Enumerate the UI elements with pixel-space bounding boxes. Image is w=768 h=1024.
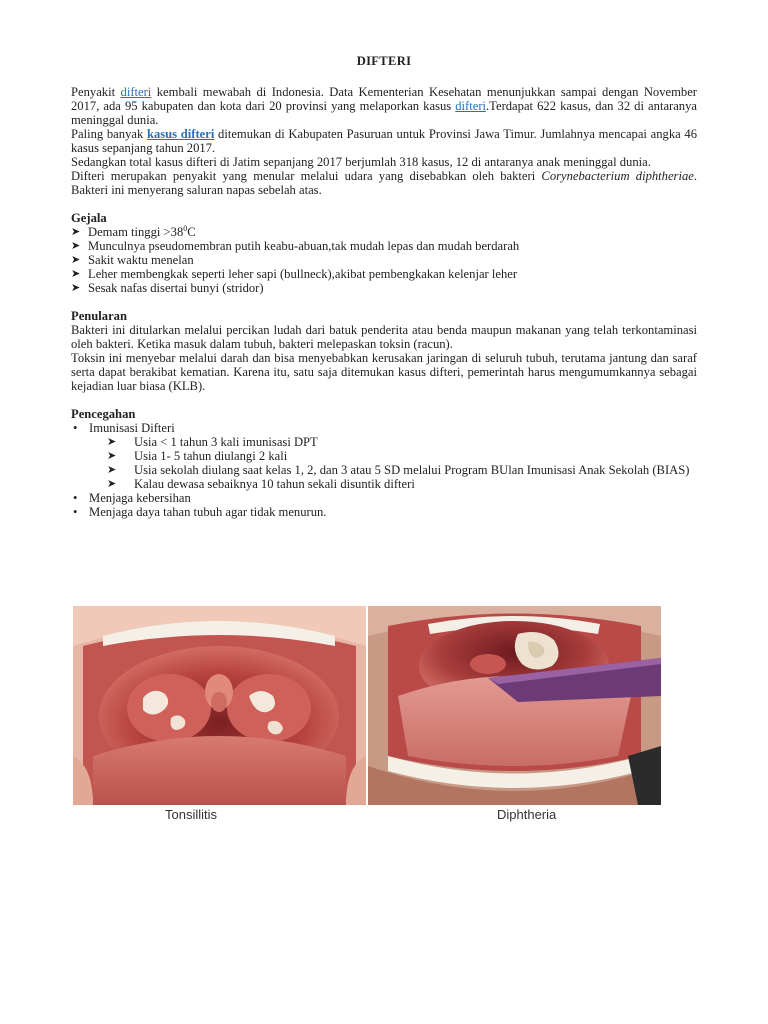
gejala-list [71, 225, 697, 295]
intro-text: Paling banyak [71, 127, 147, 141]
arrow-bullet-icon: ➤ [71, 254, 81, 266]
list-item [71, 491, 697, 505]
list-item-text: Usia 1- 5 tahun diulangi 2 kali [134, 449, 288, 463]
penularan-paragraph-2: Toksin ini menyebar melalui darah dan bisa menyebabkan kerusakan jaringan di seluruh tubuh, terutama jantung dan saraf serta dapat berakibat kematian. Karena itu, satu saja ditemukan kasus difteri, pemerintah harus mengumumkannya sebagai kejadian luar biasa (KLB). [71, 351, 697, 393]
penularan-heading: Penularan [71, 309, 127, 323]
arrow-bullet-icon: ➤ [107, 450, 117, 462]
tonsillitis-caption: Tonsillitis [165, 807, 218, 822]
sub-list-item [107, 435, 697, 449]
intro-text: Penyakit [71, 85, 121, 99]
list-item [71, 239, 697, 253]
list-item [71, 421, 697, 491]
list-item-text: Sesak nafas disertai bunyi (stridor) [88, 281, 264, 295]
list-item [71, 267, 697, 281]
difteri-link-2[interactable]: difteri [455, 99, 487, 113]
arrow-bullet-icon: ➤ [107, 478, 117, 490]
diphtheria-photo [368, 606, 661, 805]
intro-paragraph-2 [71, 127, 697, 155]
tonsillitis-photo [73, 606, 366, 805]
document-body [71, 54, 697, 519]
intro-paragraph-3: Sedangkan total kasus difteri di Jatim sepanjang 2017 berjumlah 318 kasus, 12 di antaranya anak meninggal dunia. [71, 155, 651, 169]
arrow-bullet-icon: ➤ [71, 240, 81, 252]
kasus-difteri-link[interactable]: kasus difteri [146, 127, 215, 141]
bacteria-name: Corynebacterium diphtheriae [541, 169, 694, 183]
intro-paragraph-4 [71, 169, 697, 197]
sub-list-item [107, 449, 697, 463]
list-item-text: Leher membengkak seperti leher sapi (bullneck),akibat pembengkakan kelenjar leher [88, 267, 518, 281]
fever-text: Demam tinggi >38 [88, 225, 184, 239]
arrow-bullet-icon: ➤ [107, 464, 117, 476]
intro-text: ditemukan di Kabupaten Pasuruan untuk Provinsi Jawa Timur. Jumlahnya mencapai angka 46 kasus sepanjang tahun 2017. [71, 127, 697, 155]
dot-bullet-icon: • [73, 491, 78, 505]
sub-list-item [107, 477, 697, 491]
list-item-text: Menjaga kebersihan [89, 491, 191, 505]
pencegahan-heading: Pencegahan [71, 407, 136, 421]
diphtheria-caption: Diphtheria [497, 807, 557, 822]
list-item-text: Sakit waktu menelan [88, 253, 194, 267]
list-item-text: Kalau dewasa sebaiknya 10 tahun sekali disuntik difteri [134, 477, 415, 491]
difteri-link[interactable]: difteri [120, 85, 152, 99]
intro-text: . Bakteri ini menyerang saluran napas sebelah atas. [71, 169, 697, 197]
list-item [71, 253, 697, 267]
list-item [71, 505, 697, 519]
list-item [71, 281, 697, 295]
degree-sup: 0 [183, 223, 188, 233]
dot-bullet-icon: • [73, 421, 78, 435]
fever-unit: C [187, 225, 196, 239]
list-item-text: Usia < 1 tahun 3 kali imunisasi DPT [134, 435, 318, 449]
arrow-bullet-icon: ➤ [71, 282, 81, 294]
comparison-photos [73, 606, 661, 805]
intro-text: .Terdapat 622 kasus, dan 32 di antaranya meninggal dunia. [71, 99, 697, 127]
arrow-bullet-icon: ➤ [71, 226, 81, 238]
intro-paragraph-1 [71, 85, 697, 127]
penularan-paragraph-1: Bakteri ini ditularkan melalui percikan ludah dari batuk penderita atau benda maupun makanan yang telah terkontaminasi oleh bakteri. Ketika masuk dalam tubuh, bakteri melepaskan toksin (racun). [71, 323, 697, 351]
arrow-bullet-icon: ➤ [71, 268, 81, 280]
list-item-text: Imunisasi Difteri [89, 421, 175, 435]
imunisasi-sublist [107, 435, 697, 491]
intro-text: kembali mewabah di Indonesia. Data Kementerian Kesehatan menunjukkan sampai dengan November 2017, ada 95 kabupaten dan kota dari 20 provinsi yang melaporkan kasus [71, 85, 697, 113]
list-item [71, 225, 697, 239]
list-item-text: Menjaga daya tahan tubuh agar tidak menurun. [89, 505, 327, 519]
gejala-heading: Gejala [71, 211, 107, 225]
intro-text: Difteri merupakan penyakit yang menular melalui udara yang disebabkan oleh bakteri [71, 169, 542, 183]
page-title: DIFTERI [356, 54, 412, 68]
dot-bullet-icon: • [73, 505, 78, 519]
list-item-text: Munculnya pseudomembran putih keabu-abuan,tak mudah lepas dan mudah berdarah [88, 239, 520, 253]
arrow-bullet-icon: ➤ [107, 436, 117, 448]
pencegahan-list [71, 421, 697, 519]
sub-list-item [107, 463, 697, 477]
list-item-text: Usia sekolah diulang saat kelas 1, 2, dan 3 atau 5 SD melalui Program BUlan Imunisasi Anak Sekolah (BIAS) [134, 463, 690, 477]
